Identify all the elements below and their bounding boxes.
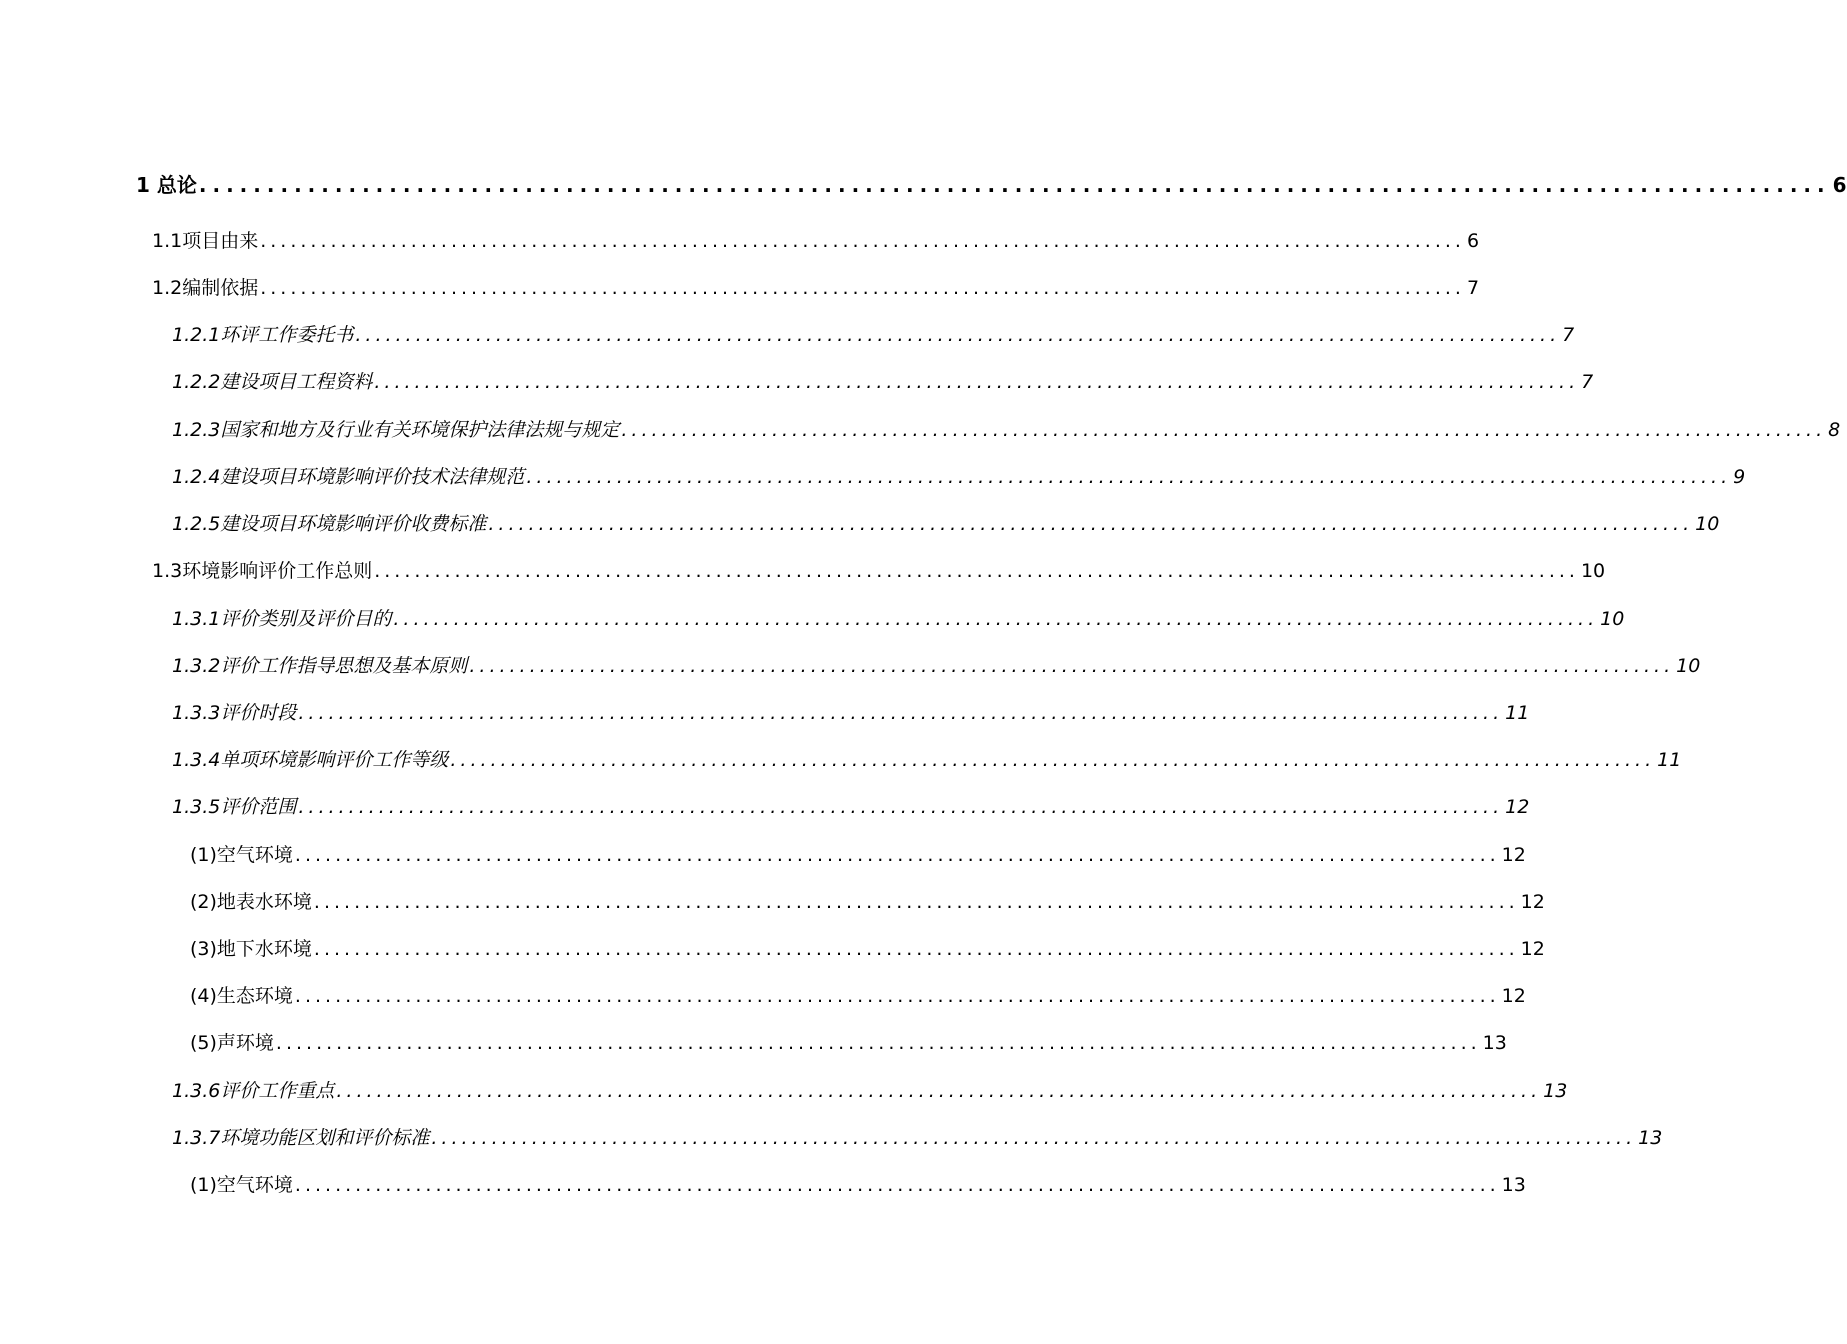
toc-entry-label: (4)生态环境 xyxy=(190,985,293,1007)
toc-entry-page: 12 xyxy=(1501,985,1526,1007)
toc-entry-label: 1.2编制依据 xyxy=(152,277,259,299)
toc-entry[interactable] xyxy=(190,887,1545,917)
toc-entry-label: (1)空气环境 xyxy=(190,844,293,866)
toc-entry[interactable] xyxy=(172,367,1594,397)
dot-leader: ........................................................................................................................ xyxy=(621,419,1827,441)
toc-entry[interactable] xyxy=(172,509,1720,539)
toc-entry-label: (2)地表水环境 xyxy=(190,891,312,913)
toc-entry-page: 8 xyxy=(1828,419,1841,441)
toc-entry-page: 6 xyxy=(1466,230,1480,252)
toc-entry-label: 1.1项目由来 xyxy=(152,230,259,252)
toc-entry-page: 9 xyxy=(1733,466,1746,488)
toc-entry[interactable] xyxy=(190,1170,1526,1200)
toc-entry[interactable] xyxy=(152,226,1480,256)
toc-entry[interactable] xyxy=(190,981,1526,1011)
toc-entry[interactable] xyxy=(172,604,1625,634)
toc-entry-label: 1.2.1环评工作委托书 xyxy=(172,324,354,346)
dot-leader: ........................................................................................................................ xyxy=(294,1174,1500,1196)
toc-entry-page: 11 xyxy=(1657,749,1682,771)
toc-entry-page: 13 xyxy=(1501,1174,1526,1196)
dot-leader: ........................................................................................................................ xyxy=(355,324,1561,346)
toc-entry-label: (3)地下水环境 xyxy=(190,938,312,960)
dot-leader: ........................................................................................................................ xyxy=(260,230,1465,252)
toc-entry-page: 13 xyxy=(1638,1127,1663,1149)
toc-entry[interactable] xyxy=(172,792,1530,822)
dot-leader: ........................................................................................................................ xyxy=(374,560,1579,582)
toc-entry[interactable] xyxy=(152,273,1480,303)
dot-leader: ........................................................................................................................ xyxy=(393,608,1599,630)
toc-entry-label: 1.3.6评价工作重点 xyxy=(172,1080,335,1102)
toc-entry-label: 1.3.5评价范围 xyxy=(172,796,297,818)
dot-leader: ........................................................................................................................ xyxy=(198,173,1831,197)
dot-leader: ........................................................................................................................ xyxy=(469,655,1675,677)
dot-leader: ........................................................................................................................ xyxy=(275,1032,1481,1054)
toc-entry-label: 1.3环境影响评价工作总则 xyxy=(152,560,373,582)
dot-leader: ........................................................................................................................ xyxy=(313,891,1519,913)
toc-entry-label: 1.2.5建设项目环境影响评价收费标准 xyxy=(172,513,487,535)
toc-entry-page: 10 xyxy=(1580,560,1606,582)
toc-entry-label: 1.2.4建设项目环境影响评价技术法律规范 xyxy=(172,466,525,488)
toc-entry-page: 10 xyxy=(1676,655,1701,677)
toc-entry-page: 12 xyxy=(1520,891,1545,913)
dot-leader: ........................................................................................................................ xyxy=(260,277,1465,299)
dot-leader: ........................................................................................................................ xyxy=(298,702,1504,724)
toc-entry-page: 6 xyxy=(1832,173,1847,197)
toc-entry-page: 10 xyxy=(1695,513,1720,535)
dot-leader: ........................................................................................................................ xyxy=(374,371,1580,393)
toc-entry-label: 1.2.3国家和地方及行业有关环境保护法律法规与规定 xyxy=(172,419,620,441)
toc-entry[interactable] xyxy=(172,745,1682,775)
toc-entry[interactable] xyxy=(190,1028,1507,1058)
toc-entry[interactable] xyxy=(172,415,1841,445)
toc-entry-page: 12 xyxy=(1520,938,1545,960)
toc-entry[interactable] xyxy=(152,556,1606,586)
toc-entry[interactable] xyxy=(172,698,1530,728)
toc-entry[interactable] xyxy=(136,170,1847,200)
toc-entry-label: 1.3.3评价时段 xyxy=(172,702,297,724)
toc-entry[interactable] xyxy=(172,320,1575,350)
toc-entry[interactable] xyxy=(172,462,1746,492)
toc-entry-page: 13 xyxy=(1482,1032,1507,1054)
toc-entry-label: (1)空气环境 xyxy=(190,1174,293,1196)
toc-entry[interactable] xyxy=(190,840,1526,870)
toc-entry-page: 13 xyxy=(1543,1080,1568,1102)
toc-entry-label: 1 总论 xyxy=(136,173,197,197)
toc-entry[interactable] xyxy=(172,1076,1568,1106)
toc-entry-label: 1.3.2评价工作指导思想及基本原则 xyxy=(172,655,468,677)
toc-entry-page: 7 xyxy=(1466,277,1480,299)
toc-entry-page: 7 xyxy=(1581,371,1594,393)
toc-entry-label: 1.3.7环境功能区划和评价标准 xyxy=(172,1127,430,1149)
dot-leader: ........................................................................................................................ xyxy=(294,985,1500,1007)
dot-leader: ........................................................................................................................ xyxy=(450,749,1656,771)
toc-entry-label: (5)声环境 xyxy=(190,1032,274,1054)
dot-leader: ........................................................................................................................ xyxy=(336,1080,1542,1102)
toc-entry-page: 12 xyxy=(1505,796,1530,818)
dot-leader: ........................................................................................................................ xyxy=(526,466,1732,488)
dot-leader: ........................................................................................................................ xyxy=(298,796,1504,818)
toc-entry-label: 1.3.4单项环境影响评价工作等级 xyxy=(172,749,449,771)
toc-entry[interactable] xyxy=(172,651,1701,681)
dot-leader: ........................................................................................................................ xyxy=(313,938,1519,960)
dot-leader: ........................................................................................................................ xyxy=(488,513,1694,535)
toc-entry-label: 1.3.1评价类别及评价目的 xyxy=(172,608,392,630)
toc-entry-page: 7 xyxy=(1562,324,1575,346)
toc-entry-label: 1.2.2建设项目工程资料 xyxy=(172,371,373,393)
toc-entry-page: 10 xyxy=(1600,608,1625,630)
dot-leader: ........................................................................................................................ xyxy=(294,844,1500,866)
dot-leader: ........................................................................................................................ xyxy=(431,1127,1637,1149)
toc-entry[interactable] xyxy=(172,1123,1663,1153)
toc-entry-page: 12 xyxy=(1501,844,1526,866)
toc-entry-page: 11 xyxy=(1505,702,1530,724)
toc-entry[interactable] xyxy=(190,934,1545,964)
